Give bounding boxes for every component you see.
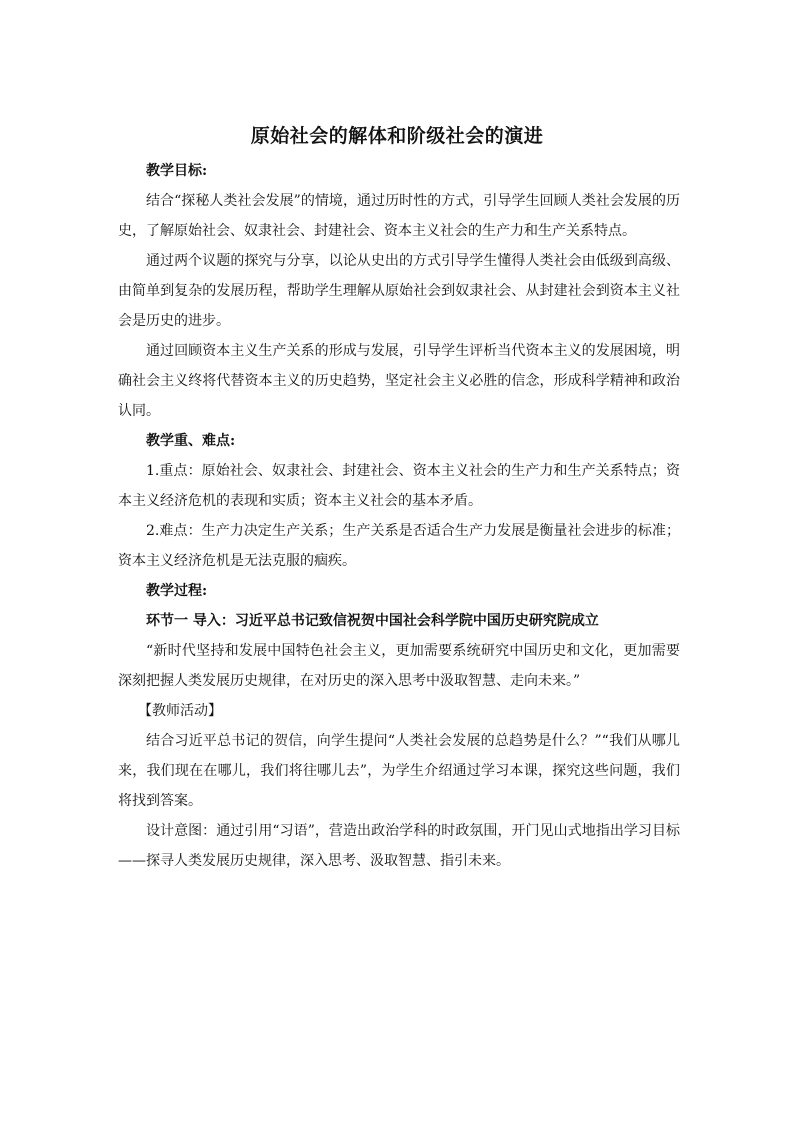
- quote-paragraph: “新时代坚持和发展中国特色社会主义，更加需要系统研究中国历史和文化，更加需要深刻把握人类发展历史规律，在对历史的深入思考中汲取智慧、走向未来。”: [118, 643, 680, 689]
- teacher-activity-paragraph: 结合习近平总书记的贺信，向学生提问“人类社会发展的总趋势是什么？”“我们从哪儿来，我们现在在哪儿，我们将往哪儿去”，为学生介绍通过学习本课，探究这些问题，我们将找到答案。: [118, 733, 680, 809]
- process-heading: 教学过程:: [146, 583, 208, 599]
- goal-paragraph-1: 结合“探秘人类社会发展”的情境，通过历时性的方式，引导学生回顾人类社会发展的历史，了解原始社会、奴隶社会、封建社会、资本主义社会的生产力和生产关系特点。: [118, 193, 680, 239]
- goal-paragraph-2: 通过两个议题的探究与分享，以论从史出的方式引导学生懂得人类社会由低级到高级、由简单到复杂的发展历程，帮助学生理解从原始社会到奴隶社会、从封建社会到资本主义社会是历史的进步。: [118, 253, 680, 329]
- goal-paragraph-3: 通过回顾资本主义生产关系的形成与发展，引导学生评析当代资本主义的发展困境，明确社会主义终将代替资本主义的历史趋势，坚定社会主义必胜的信念，形成科学精神和政治认同。: [118, 343, 680, 419]
- key-point-1: 1.重点：原始社会、奴隶社会、封建社会、资本主义社会的生产力和生产关系特点；资本主义经济危机的表现和实质；资本主义社会的基本矛盾。: [118, 463, 680, 509]
- document-title: 原始社会的解体和阶级社会的演进: [250, 125, 544, 147]
- key-point-2: 2.难点：生产力决定生产关系；生产关系是否适合生产力发展是衡量社会进步的标准；资本主义经济危机是无法克服的痼疾。: [118, 523, 680, 569]
- goals-heading: 教学目标:: [146, 163, 208, 179]
- design-intent-paragraph: 设计意图：通过引用“习语”，营造出政治学科的时政氛围，开门见山式地指出学习目标——探寻人类发展历史规律，深入思考、汲取智慧、指引未来。: [118, 823, 680, 869]
- teacher-activity-label: 【教师活动】: [138, 703, 222, 719]
- key-points-heading: 教学重、难点:: [146, 433, 236, 449]
- section-1-heading: 环节一 导入：习近平总书记致信祝贺中国社会科学院中国历史研究院成立: [146, 613, 599, 629]
- document-body: [118, 156, 680, 876]
